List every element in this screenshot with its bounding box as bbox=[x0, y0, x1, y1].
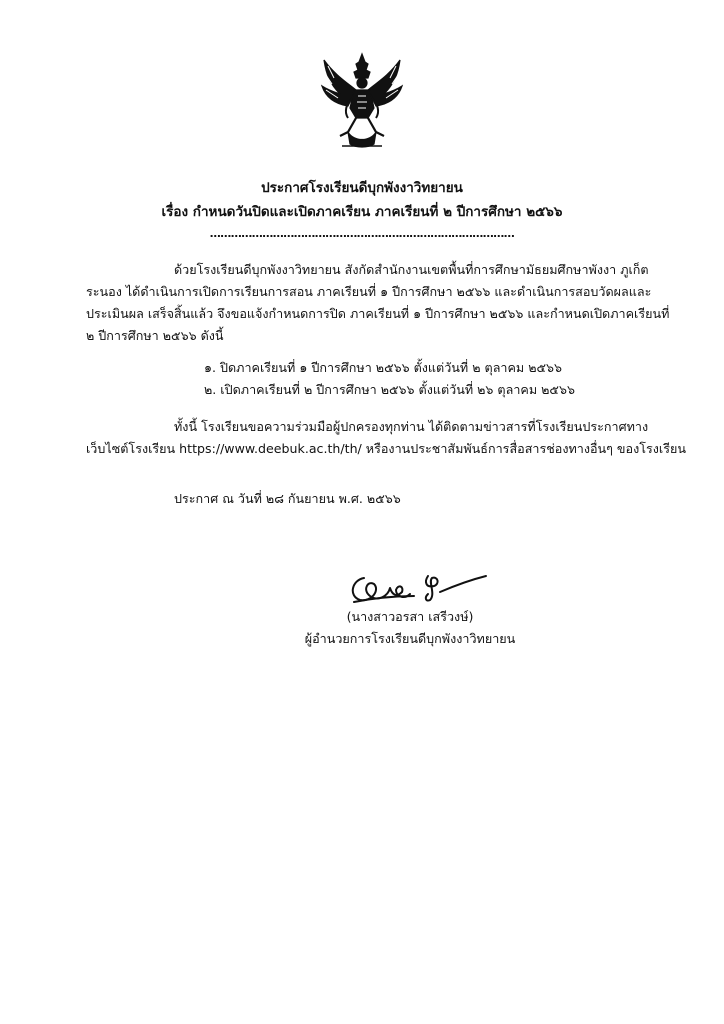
paragraph1-line: ๒ ปีการศึกษา ๒๕๖๖ ดังนี้ bbox=[86, 328, 224, 343]
garuda-emblem-icon bbox=[318, 52, 406, 150]
handwritten-signature bbox=[344, 566, 492, 608]
paragraph1-line: ประเมินผล เสร็จสิ้นแล้ว จึงขอแจ้งกำหนดการปิด ภาคเรียนที่ ๑ ปีการศึกษา ๒๕๖๖ และกำหนดเปิดภาคเรียนที่ bbox=[86, 306, 670, 321]
paragraph2-line: เว็บไซต์โรงเรียน https://www.deebuk.ac.th/th/ หรืองานประชาสัมพันธ์การสื่อสารช่องทางอื่นๆ ของโรงเรียน bbox=[86, 441, 686, 456]
signatory-name: (นางสาวอรสา เสรีวงษ์) bbox=[346, 609, 474, 624]
list-item: ๒. เปิดภาคเรียนที่ ๒ ปีการศึกษา ๒๕๖๖ ตั้งแต่วันที่ ๒๖ ตุลาคม ๒๕๖๖ bbox=[204, 382, 575, 397]
announcement-date: ประกาศ ณ วันที่ ๒๘ กันยายน พ.ศ. ๒๕๖๖ bbox=[174, 491, 401, 506]
list-item: ๑. ปิดภาคเรียนที่ ๑ ปีการศึกษา ๒๕๖๖ ตั้งแต่วันที่ ๒ ตุลาคม ๒๕๖๖ bbox=[204, 360, 563, 375]
signatory-position: ผู้อำนวยการโรงเรียนดีบุกพังงาวิทยายน bbox=[304, 631, 516, 646]
announcement-title: ประกาศโรงเรียนดีบุกพังงาวิทยายน bbox=[261, 180, 463, 196]
paragraph2-line: ทั้งนี้ โรงเรียนขอความร่วมมือผู้ปกครองทุกท่าน ได้ติดตามข่าวสารที่โรงเรียนประกาศทาง bbox=[174, 419, 649, 434]
header-divider: …………………………………………………………………………… bbox=[209, 227, 515, 240]
paragraph1-line: ด้วยโรงเรียนดีบุกพังงาวิทยายน สังกัดสำนักงานเขตพื้นที่การศึกษามัธยมศึกษาพังงา ภูเก็ต bbox=[174, 262, 649, 277]
announcement-subject: เรื่อง กำหนดวันปิดและเปิดภาคเรียน ภาคเรียนที่ ๒ ปีการศึกษา ๒๕๖๖ bbox=[161, 204, 563, 220]
paragraph1-line: ระนอง ได้ดำเนินการเปิดการเรียนการสอน ภาคเรียนที่ ๑ ปีการศึกษา ๒๕๖๖ และดำเนินการสอบวัดผลและ bbox=[86, 284, 652, 299]
